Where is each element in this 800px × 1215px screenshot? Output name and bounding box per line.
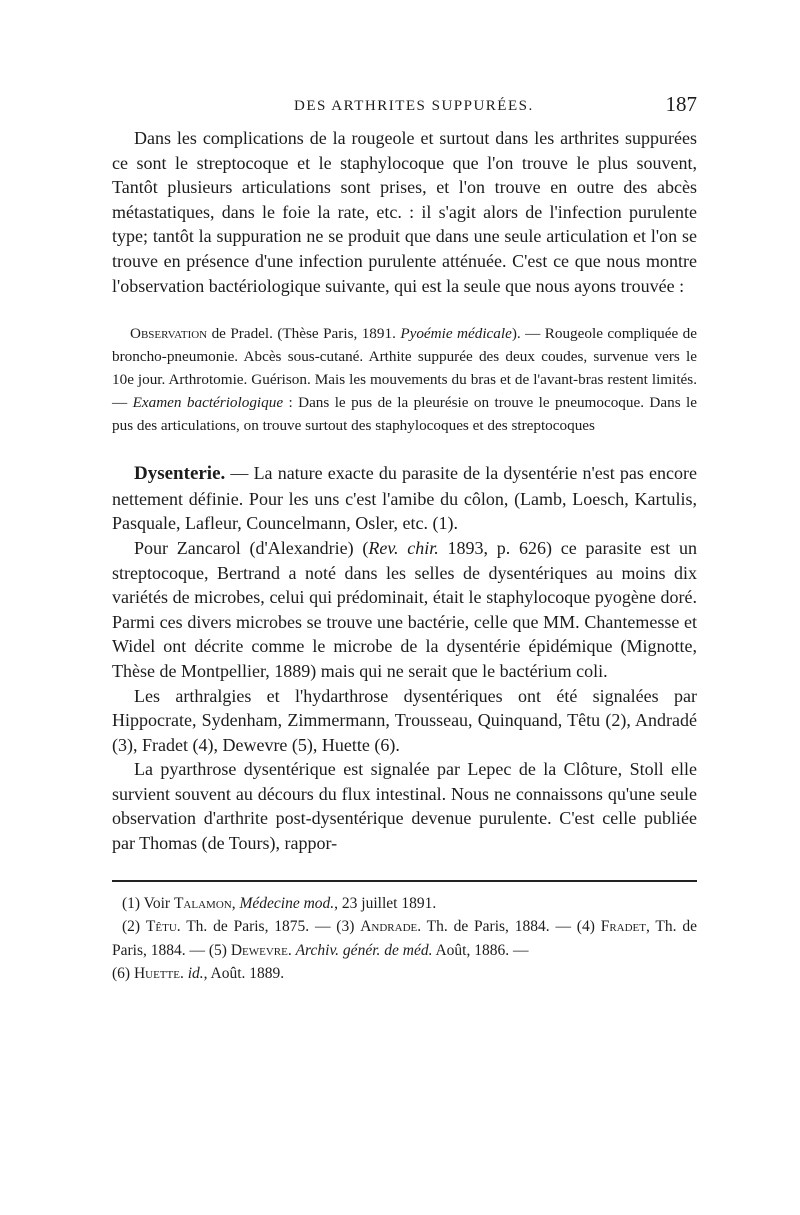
dysenterie-paragraph-1 bbox=[112, 461, 697, 536]
fn1-rest: , 23 juillet 1891. bbox=[334, 894, 437, 912]
intro-paragraph: Dans les complications de la rougeole et surtout dans les arthrites suppurées ce sont le streptocoque et le staphylocoque que l'on trouve le plus souvent, Tantôt plusieurs articulations sont prises, et l'on trouve en outre des abcès métastatiques, dans le foie la rate, etc. : il s'agit alors de l'infection purulente type; tantôt la suppuration ne se produit que dans une seule articulation et l'on se trouve en présence d'une infection purulente atténuée. C'est ce que nous montre l'observation bactériologique suivante, qui est la seule que nous ayons trouvée : bbox=[112, 128, 697, 296]
observation-exam-label: Examen bactériologique bbox=[132, 394, 284, 412]
fn1-journal: Médecine mod. bbox=[239, 894, 335, 912]
fn2-c: . Th. de Paris, 1884. — (4) bbox=[417, 918, 601, 936]
footnotes bbox=[112, 892, 697, 986]
dysenterie-p1-text: — La nature exacte du parasite de la dysentérie n'est pas encore nettement définie. Pour les uns c'est l'amibe du côlon, (Lamb, Loesch, Kartulis, Pasquale, Lafleur, Councelmann, Osler, etc. (1). bbox=[112, 463, 697, 534]
footnote-3 bbox=[112, 962, 697, 986]
dysenterie-p2-start: Pour Zancarol (d'Alexandrie) ( bbox=[134, 537, 369, 558]
running-title: DES ARTHRITES SUPPURÉES. bbox=[294, 98, 534, 114]
page-header bbox=[112, 92, 697, 126]
fn1-sep: , bbox=[231, 894, 240, 912]
fn2-author-dewevre: Dewevre bbox=[230, 941, 288, 959]
fn2-b: . Th. de Paris, 1875. — (3) bbox=[176, 918, 361, 936]
observation-label: Observation bbox=[130, 325, 208, 343]
fn2-author-andrade: Andrade bbox=[360, 918, 418, 936]
fn3-b: . bbox=[179, 965, 188, 983]
dysenterie-paragraph-3: Les arthralgies et l'hydarthrose dysentériques ont été signalées par Hippocrate, Sydenham, Zimmermann, Trousseau, Quinquand, Têtu (2), Andradé (3), Fradet (4), Dewevre (5), Huette (6). bbox=[112, 685, 697, 755]
observation-author: de Pradel. (Thèse Paris, 1891. bbox=[211, 325, 401, 343]
fn2-a: (2) bbox=[122, 918, 146, 936]
page-number: 187 bbox=[665, 92, 697, 116]
fn2-journal: Archiv. génér. de méd. bbox=[295, 941, 433, 959]
observation-source-title: Pyoémie médicale bbox=[400, 325, 512, 343]
footnote-2 bbox=[112, 915, 697, 962]
fn2-author-tetu: Têtu bbox=[145, 918, 177, 936]
fn3-a: (6) bbox=[112, 965, 134, 983]
footnote-separator bbox=[112, 868, 697, 892]
footnote-rule bbox=[112, 880, 697, 882]
fn3-author: Huette bbox=[133, 965, 180, 983]
dysenterie-p2-rest: 1893, p. 626) ce parasite est un streptocoque, Bertrand a noté dans les selles de dysentériques au moins dix variétés de microbes, celui qui prédominait, était le staphylocoque pyogène doré. Parmi ces divers microbes se trouve une bactérie, celle que MM. Chantemesse et Widel ont décrite comme le microbe de la dysentérie épidémique (Mignotte, Thèse de Montpellier, 1889) mais qui ne serait que le bactérium coli. bbox=[112, 537, 697, 681]
fn3-c: , Août. 1889. bbox=[203, 965, 285, 983]
fn2-d: , Th. de Paris, 1884. — (5) bbox=[112, 918, 697, 959]
fn2-author-fradet: Fradet bbox=[600, 918, 646, 936]
observation-exam-text: : Dans le pus de la pleurésie on trouve le pneumocoque. Dans le pus des articulations, on trouve surtout des staphylocoques et des streptocoques bbox=[112, 394, 697, 435]
dysenterie-section bbox=[112, 461, 697, 856]
dysenterie-paragraph-2 bbox=[112, 536, 697, 684]
fn2-e: . bbox=[287, 941, 296, 959]
fn1-prefix: (1) Voir bbox=[122, 894, 174, 912]
section-title-dysenterie: Dysenterie. bbox=[134, 463, 226, 485]
dysenterie-p2-journal: Rev. chir. bbox=[368, 537, 439, 558]
fn3-id: id. bbox=[187, 965, 204, 983]
fn1-author: Talamon bbox=[173, 894, 232, 912]
fn2-f: Août, 1886. — bbox=[432, 941, 529, 959]
footnote-1 bbox=[112, 892, 697, 916]
dysenterie-paragraph-4: La pyarthrose dysentérique est signalée par Lepec de la Clôture, Stoll elle survient souvent au décours du flux intestinal. Nous ne connaissons qu'une seule observation d'arthrite post-dysentérique devenue purulente. C'est celle publiée par Thomas (de Tours), rappor- bbox=[112, 759, 697, 854]
observation-description: ). — Rougeole compliquée de broncho-pneumonie. Abcès sous-cutané. Arthite suppurée des deux coudes, survenue vers le 10e jour. Arthrotomie. Guérison. Mais les mouvements du bras et de l'avant-bras restent limités. — bbox=[112, 325, 697, 412]
observation-paragraph bbox=[112, 322, 697, 437]
book-page bbox=[112, 92, 697, 986]
